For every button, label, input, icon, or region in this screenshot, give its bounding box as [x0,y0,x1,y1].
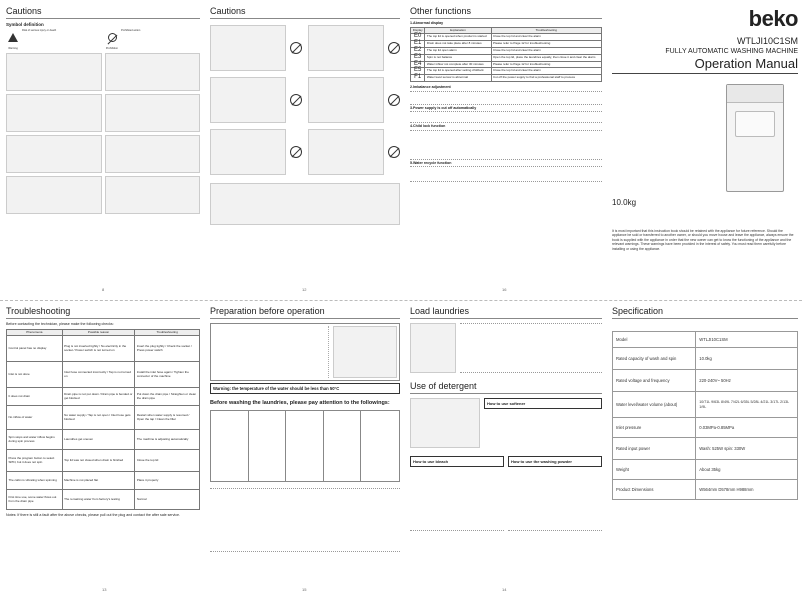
caution-item [308,77,400,123]
illustration [105,176,201,214]
prohibition-icon [290,146,302,158]
table-row: Rated voltage and frequency 220-240V~ 50Hz [613,370,798,392]
powder-heading: How to use the washing powder [508,456,602,467]
section-heading: 1.Abnormal display [410,21,444,25]
prohibition-icon [388,42,400,54]
table-row: E4 Water inflow not complete after 30 minutes Please refer to Page 12 for troubleshooting [411,61,602,68]
illustration [410,398,480,448]
prohibition-icon [290,42,302,54]
page-preparation [210,306,400,596]
section-heading: 2.Imbalance adjustment [410,84,451,89]
illustration [105,135,201,173]
table-row: Model WTLJI10C1SM [613,332,798,348]
column-header: Phenomena [7,329,63,336]
symbol-legend [6,29,200,50]
detergent-heading: Use of detergent [410,381,602,394]
column-header: Troubleshooting [135,329,200,336]
washing-machine-image [612,84,798,196]
intro-text: Before contacting the technician, please make the following checks: [6,322,114,326]
brand-logo: beko [748,6,798,31]
prohibition-icon [290,94,302,106]
caution-item [210,25,302,71]
page-title: Cautions [6,6,200,19]
page-specification [612,306,798,596]
page-number: 15 [302,587,307,592]
page-number: 16 [502,287,507,292]
illustration [6,135,102,173]
illustration [6,53,102,91]
table-row: Control panel has no display Plug is not inserted tightly / No electricity in the socket / Power switch is not turned on Insert the plug tightly / Check the socket / Press power switch [7,336,200,362]
illustration [333,326,397,378]
table-row: F1 Water level sensor is abnormal Cut off the power supply to find a professional staff to process [411,75,602,82]
table-row: E5 The top lid is opened after setting childlock Close the top lid and clear the alarm [411,68,602,75]
page-title: Troubleshooting [6,306,200,319]
illustration [105,94,201,132]
abnormal-display-table [410,27,602,82]
warning-icon [8,33,18,42]
table-row: E1 Drain does not take place after 8 minutes Please refer to Page 12 for troubleshooting [411,41,602,48]
table-row: Rated input power Wash: 525W spin: 330W [613,438,798,460]
page-number: 13 [102,587,107,592]
prohibition-icon [388,146,400,158]
table-row: Product Dimensions W564mm D578mm H988mm [613,480,798,500]
table-row: No inflow of water No water supply / Tap is not open / Inlet hose gets blocked Restart when water supply is resumed / Open the tap / Clean the filter [7,406,200,430]
illustration [105,53,201,91]
table-row: It does not drain Drain pipe is not put down / Drain pipe is bended or get blocked Put down the drain pipe / Straighten or clean the drain pipe [7,388,200,406]
before-washing-heading: Before washing the laundries, please pay attention to the followings: [210,400,390,406]
table-row: E3 Spin is not balance Open the top lid, place the laundries equally, then close it and clear the alarm [411,54,602,61]
page-title: Specification [612,306,798,319]
preparation-box [210,323,400,381]
manual-title: Operation Manual [612,56,798,74]
notes-text: Notes: If there is still a fault after the above checks, please pull out the plug and contact the after sale service. [6,513,180,518]
softener-heading: How to use softener [484,398,602,409]
column-header: Troubleshooting [491,27,601,34]
page-load-laundries [410,306,602,596]
table-row: Spin stops and water inflow begins during spin process Laundries get uneven The machine is adjusting automatically [7,430,200,450]
caution-item [308,25,400,71]
retention-note: It is most important that this instruction book should be retained with the appliance for future reference. Should the appliance be sold or transferred to another owner, or should you move house and leave the appliance, always ensure the book is supplied with the appliance in order that the new owner can get to know the functioning of the appliance and the relevant warnings. These warnings have been provided in the interest of safety. You must read them carefully before installing or using the appliance. [612,229,794,251]
table-row: Press the program button to select SPIN, but it does not spin Top lid was not closed when drain is finished Close the top lid [7,450,200,472]
table-row: Inlet is not done Inlet hose connected incorrectly / Tap is not turned on Install the inlet hose again / Tighten the connector of the machine [7,362,200,388]
text-block [210,488,400,552]
page-troubleshooting [6,306,200,596]
illustration [6,176,102,214]
caution-item [210,129,302,175]
prohibition-text: Prohibited action [121,29,141,32]
model-number: WTLJI10C1SM [736,36,798,46]
column-header: Display [411,27,425,34]
page-cover [612,6,798,296]
illustration [210,183,400,225]
illustration [6,94,102,132]
column-header: Possible reason [62,329,135,336]
table-row: First time use, some water flows out from the drain pipe The remaining water from factory's testing Normal [7,490,200,510]
page-title: Preparation before operation [210,306,400,319]
table-row: E2 The top lid open alarm Close the top lid and clear the alarm [411,47,602,54]
temperature-warning: Warning: the temperature of the water should be less than 50°C [210,383,400,394]
capacity-label: 10.0kg [612,198,637,207]
troubleshooting-table [6,329,200,511]
table-row: E0 The top lid is opened when product is started Close the top lid and clear the alarm [411,34,602,41]
washing-tips-grid [210,410,400,482]
specification-table [612,331,798,500]
column-header: Explanation [425,27,491,34]
bleach-heading: How to use bleach [410,456,504,467]
page-number: 12 [302,287,307,292]
page-title: Load laundries [410,306,602,319]
table-row: Rated capacity of wash and spin 10.0kg [613,348,798,370]
illustration [410,323,456,373]
page-cautions-2 [210,6,400,296]
page-title: Other functions [410,6,602,19]
table-row: Water level/water volume (about) 10/71L 9/63L 8/49L 7/42L 6/35L 5/28L 4/21L 3/17L 2/13L 1/9L [613,392,798,418]
section-heading: 3.Power supply is cut off automatically [410,105,477,110]
table-row: The cabin is vibrating when spinning Machine is not placed flat Place it properly [7,472,200,490]
page-other-functions [410,6,602,296]
section-heading: 4.Child lock function [410,124,446,129]
table-row: Weight About 35kg [613,460,798,480]
caution-item [210,77,302,123]
warning-label: Warning [8,47,18,50]
page-title: Cautions [210,6,400,19]
table-row: Inlet pressure 0.03MPa-0.85MPa [613,418,798,438]
product-subtitle: FULLY AUTOMATIC WASHING MACHINE [665,48,798,55]
prohibition-icon [388,94,400,106]
page-cautions-1 [6,6,200,296]
prohibition-icon [108,33,117,42]
page-number: 14 [502,587,507,592]
caution-item [308,129,400,175]
prohibition-label: Prohibition [105,47,119,50]
page-divider [0,300,802,301]
warning-text: Risk of serious injury or death [22,29,57,32]
page-number: 8 [102,287,105,292]
section-heading: 5.Water recycle function [410,160,452,165]
symbol-definition-heading: Symbol definition [6,22,44,27]
